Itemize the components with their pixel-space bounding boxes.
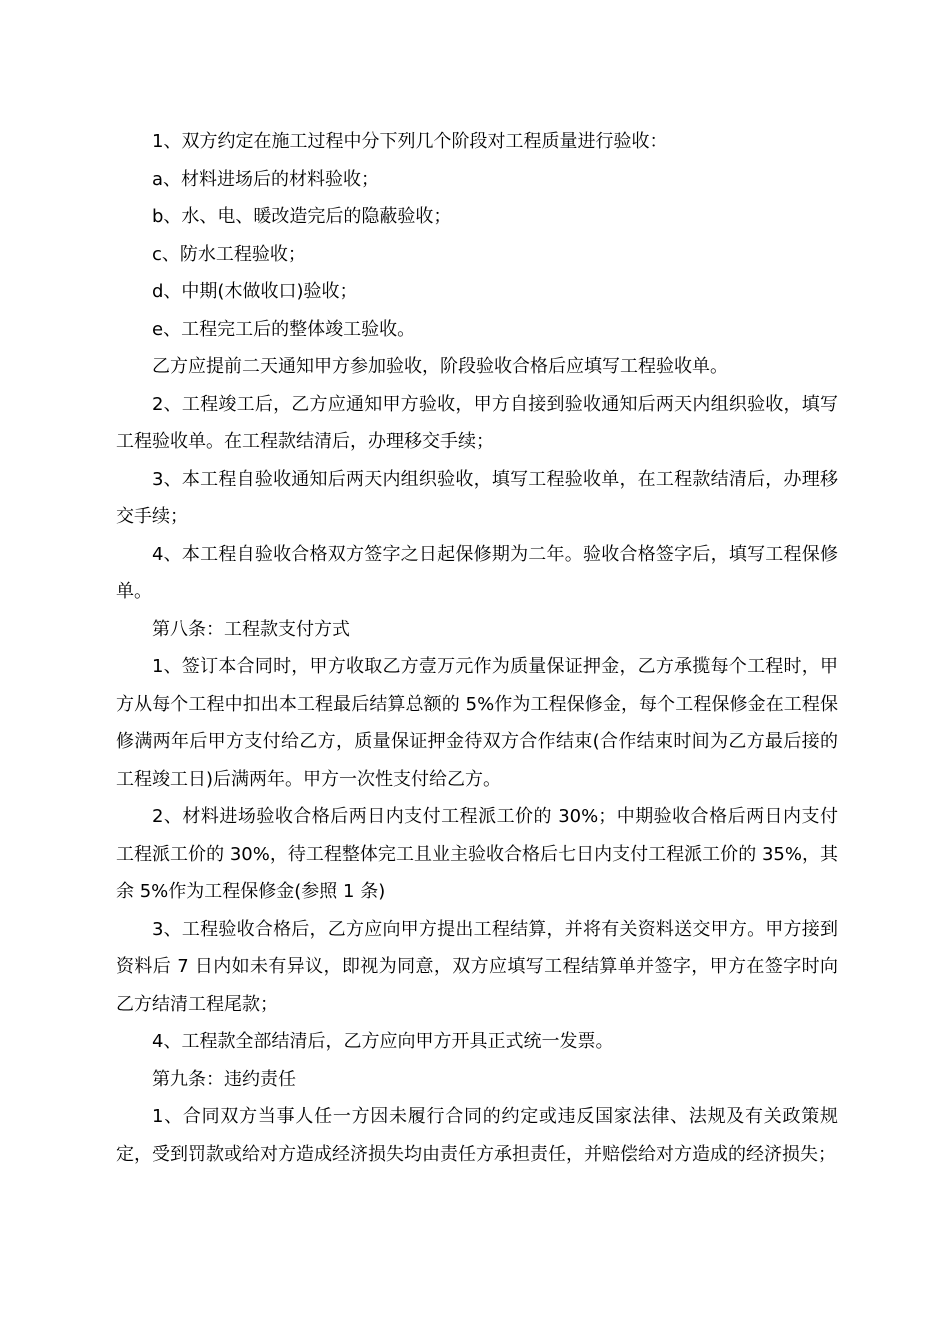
paragraph-acceptance-stages: 1、双方约定在施工过程中分下列几个阶段对工程质量进行验收： xyxy=(152,131,668,152)
paragraph-item-d: d、中期(木做收口)验收； xyxy=(152,281,358,302)
paragraph-payment-3: 3、工程验收合格后，乙方应向甲方提出工程结算，并将有关资料送交甲方。甲方接到资料后 7 日内如未有异议，即视为同意，双方应填写工程结算单并签字，甲方在签字时向乙方结清工程尾款； xyxy=(116,918,838,1015)
paragraph-item-a: a、材料进场后的材料验收； xyxy=(152,168,380,190)
paragraph-notice: 乙方应提前二天通知甲方参加验收，阶段验收合格后应填写工程验收单。 xyxy=(152,356,728,377)
paragraph-payment-4: 4、工程款全部结清后，乙方应向甲方开具正式统一发票。 xyxy=(152,1031,614,1052)
section-heading-article-9: 第九条：违约责任 xyxy=(152,1068,296,1090)
paragraph-clause-2: 2、工程竣工后，乙方应通知甲方验收，甲方自接到验收通知后两天内组织验收，填写工程验收单。在工程款结清后，办理移交手续； xyxy=(116,393,838,452)
paragraph-item-b: b、水、电、暖改造完后的隐蔽验收； xyxy=(152,206,452,227)
paragraph-item-e: e、工程完工后的整体竣工验收。 xyxy=(152,318,416,340)
paragraph-liability-1: 1、合同双方当事人任一方因未履行合同的约定或违反国家法律、法规及有关政策规定，受到罚款或给对方造成经济损失均由责任方承担责任，并赔偿给对方造成的经济损失； xyxy=(116,1106,838,1165)
document-page xyxy=(116,123,838,1173)
paragraph-clause-3: 3、本工程自验收通知后两天内组织验收，填写工程验收单，在工程款结清后，办理移交手续； xyxy=(116,468,838,527)
paragraph-clause-4: 4、本工程自验收合格双方签字之日起保修期为二年。验收合格签字后，填写工程保修单。 xyxy=(116,543,838,602)
paragraph-item-c: c、防水工程验收； xyxy=(152,243,306,265)
paragraph-payment-2: 2、材料进场验收合格后两日内支付工程派工价的 30%；中期验收合格后两日内支付工程派工价的 30%，待工程整体完工且业主验收合格后七日内支付工程派工价的 35%，其余 5%作为工程保修金(参照 1 条) xyxy=(116,806,838,902)
paragraph-payment-1: 1、签订本合同时，甲方收取乙方壹万元作为质量保证押金，乙方承揽每个工程时，甲方从每个工程中扣出本工程最后结算总额的 5%作为工程保修金，每个工程保修金在工程保修满两年后甲方支付给乙方，质量保证押金待双方合作结束(合作结束时间为乙方最后接的工程竣工日)后满两年。甲方一次性支付给乙方。 xyxy=(116,656,838,790)
section-heading-article-8: 第八条：工程款支付方式 xyxy=(152,618,350,640)
